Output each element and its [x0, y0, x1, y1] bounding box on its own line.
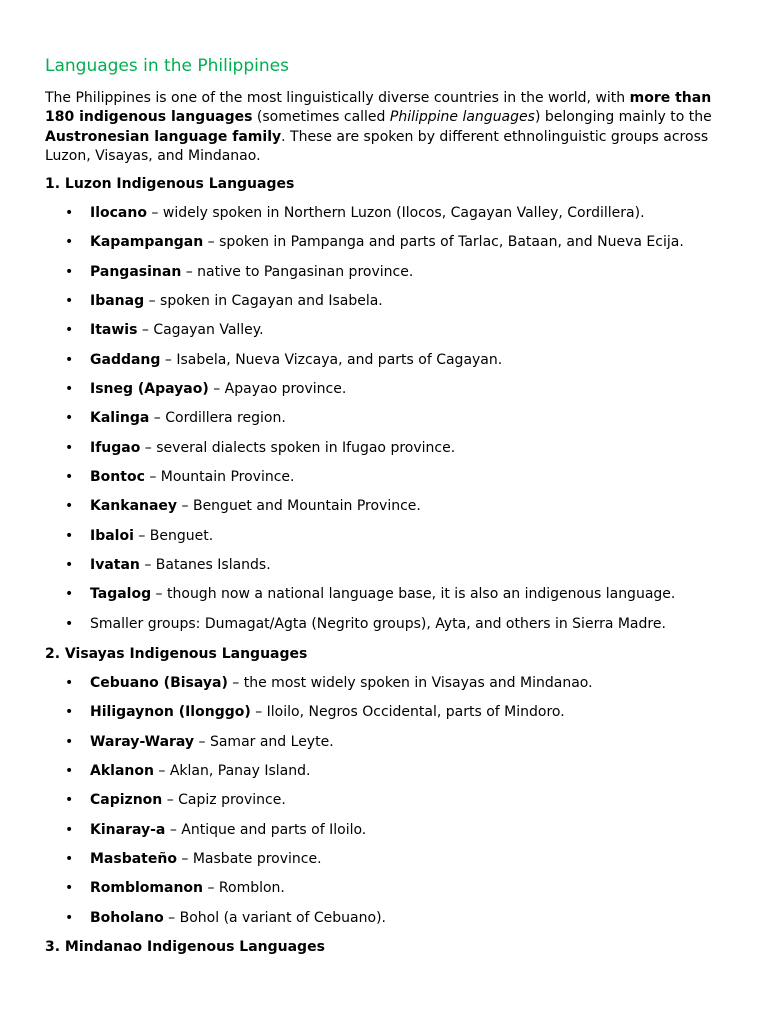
list-item	[45, 674, 593, 703]
language-name: Aklanon	[90, 763, 154, 780]
bullet-icon: •	[65, 234, 74, 251]
language-name: Pangasinan	[90, 263, 182, 280]
bullet-icon: •	[65, 527, 74, 544]
language-name: Kinaray-a	[90, 821, 166, 838]
list-item	[45, 468, 684, 497]
bullet-icon: •	[65, 381, 74, 398]
language-description: – Antique and parts of Iloilo.	[165, 821, 367, 838]
language-description: – Mountain Province.	[144, 469, 295, 486]
language-description: – Benguet.	[133, 527, 214, 544]
language-description: – Cagayan Valley.	[137, 322, 264, 339]
language-name: Romblomanon	[90, 880, 204, 897]
intro-text-1: The Philippines is one of the most linguistically diverse countries in the world, with	[45, 90, 630, 106]
language-description: – Iloilo, Negros Occidental, parts of Mindoro.	[250, 704, 565, 721]
language-name: Itawis	[90, 322, 138, 339]
language-name: Ifugao	[90, 439, 141, 456]
list-item	[45, 733, 593, 762]
language-name: Ilocano	[90, 205, 147, 221]
language-name: Bontoc	[90, 469, 145, 486]
bullet-icon: •	[65, 851, 74, 868]
list-item	[45, 615, 684, 644]
list-item	[45, 791, 593, 820]
list-item	[45, 585, 684, 614]
language-description: – Cordillera region.	[149, 410, 286, 427]
section-heading-visayas: 2. Visayas Indigenous Languages	[45, 646, 308, 662]
list-item	[45, 556, 684, 585]
bullet-icon: •	[65, 880, 74, 897]
language-description: – widely spoken in Northern Luzon (Ilocos, Cagayan Valley, Cordillera).	[146, 205, 645, 221]
bullet-icon: •	[65, 557, 74, 574]
bullet-icon: •	[65, 733, 74, 750]
language-name: Cebuano (Bisaya)	[90, 675, 228, 691]
language-description: – Benguet and Mountain Province.	[177, 498, 421, 515]
bullet-icon: •	[65, 410, 74, 427]
language-name: Isneg (Apayao)	[90, 381, 209, 398]
language-description: – Samar and Leyte.	[194, 733, 334, 750]
list-item	[45, 409, 684, 438]
bullet-icon: •	[65, 439, 74, 456]
language-name: Hiligaynon (Ilonggo)	[90, 704, 251, 721]
language-description: – Masbate province.	[176, 851, 322, 868]
list-item	[45, 380, 684, 409]
bullet-icon: •	[65, 704, 74, 721]
language-name: Ibaloi	[90, 527, 134, 544]
list-item	[45, 909, 593, 938]
language-description: Smaller groups: Dumagat/Agta (Negrito groups), Ayta, and others in Sierra Madre.	[90, 615, 666, 632]
list-item	[45, 351, 684, 380]
language-name: Tagalog	[90, 586, 152, 603]
language-name: Masbateño	[90, 851, 177, 868]
list-item	[45, 321, 684, 350]
bullet-icon: •	[65, 469, 74, 486]
list-item	[45, 204, 684, 233]
bullet-icon: •	[65, 322, 74, 339]
list-item	[45, 497, 684, 526]
list-item	[45, 703, 593, 732]
language-list-visayas	[45, 674, 593, 938]
language-description: – Batanes Islands.	[139, 557, 271, 574]
language-description: – Isabela, Nueva Vizcaya, and parts of Cagayan.	[160, 351, 503, 368]
list-item	[45, 527, 684, 556]
language-description: – Aklan, Panay Island.	[153, 763, 311, 780]
list-item	[45, 439, 684, 468]
list-item	[45, 850, 593, 879]
bullet-icon: •	[65, 763, 74, 780]
list-item	[45, 263, 684, 292]
language-list-luzon	[45, 204, 684, 644]
language-name: Boholano	[90, 909, 164, 926]
language-description: – the most widely spoken in Visayas and Mindanao.	[227, 675, 593, 691]
document-title: Languages in the Philippines	[45, 56, 289, 76]
list-item	[45, 233, 684, 262]
list-item	[45, 292, 684, 321]
language-description: – spoken in Pampanga and parts of Tarlac, Bataan, and Nueva Ecija.	[203, 234, 684, 251]
language-name: Gaddang	[90, 351, 161, 368]
list-item	[45, 879, 593, 908]
bullet-icon: •	[65, 351, 74, 368]
language-name: Ivatan	[90, 557, 140, 574]
intro-text-2: (sometimes called	[252, 109, 390, 126]
bullet-icon: •	[65, 821, 74, 838]
bullet-icon: •	[65, 498, 74, 515]
intro-bold-1: more than 180 indigenous languages	[45, 90, 712, 126]
language-name: Capiznon	[90, 792, 163, 809]
bullet-icon: •	[65, 293, 74, 310]
bullet-icon: •	[65, 909, 74, 926]
list-item	[45, 762, 593, 791]
intro-text-4: . These are spoken by different ethnolinguistic groups across Luzon, Visayas, and Mindanao.	[45, 128, 709, 164]
language-name: Kankanaey	[90, 498, 178, 515]
bullet-icon: •	[65, 263, 74, 280]
language-description: – though now a national language base, it is also an indigenous language.	[151, 586, 676, 603]
intro-bold-2: Austronesian language family	[45, 128, 282, 145]
list-item	[45, 821, 593, 850]
language-name: Waray-Waray	[90, 733, 195, 750]
bullet-icon: •	[65, 205, 74, 221]
language-name: Kapampangan	[90, 234, 204, 251]
bullet-icon: •	[65, 586, 74, 603]
intro-italic-1: Philippine languages	[389, 109, 535, 126]
bullet-icon: •	[65, 615, 74, 632]
language-description: – several dialects spoken in Ifugao province.	[140, 439, 456, 456]
language-name: Ibanag	[90, 293, 145, 310]
language-description: – spoken in Cagayan and Isabela.	[144, 293, 383, 310]
bullet-icon: •	[65, 792, 74, 809]
section-heading-mindanao: 3. Mindanao Indigenous Languages	[45, 939, 325, 955]
language-description: – Bohol (a variant of Cebuano).	[163, 909, 386, 926]
language-description: – Capiz province.	[162, 792, 286, 809]
bullet-icon: •	[65, 675, 74, 691]
language-description: – Apayao province.	[208, 381, 347, 398]
language-description: – Romblon.	[203, 880, 285, 897]
language-description: – native to Pangasinan province.	[181, 263, 414, 280]
section-heading-luzon: 1. Luzon Indigenous Languages	[45, 176, 295, 192]
intro-paragraph	[45, 89, 713, 166]
language-name: Kalinga	[90, 410, 150, 427]
intro-text-3: ) belonging mainly to the	[534, 109, 712, 126]
